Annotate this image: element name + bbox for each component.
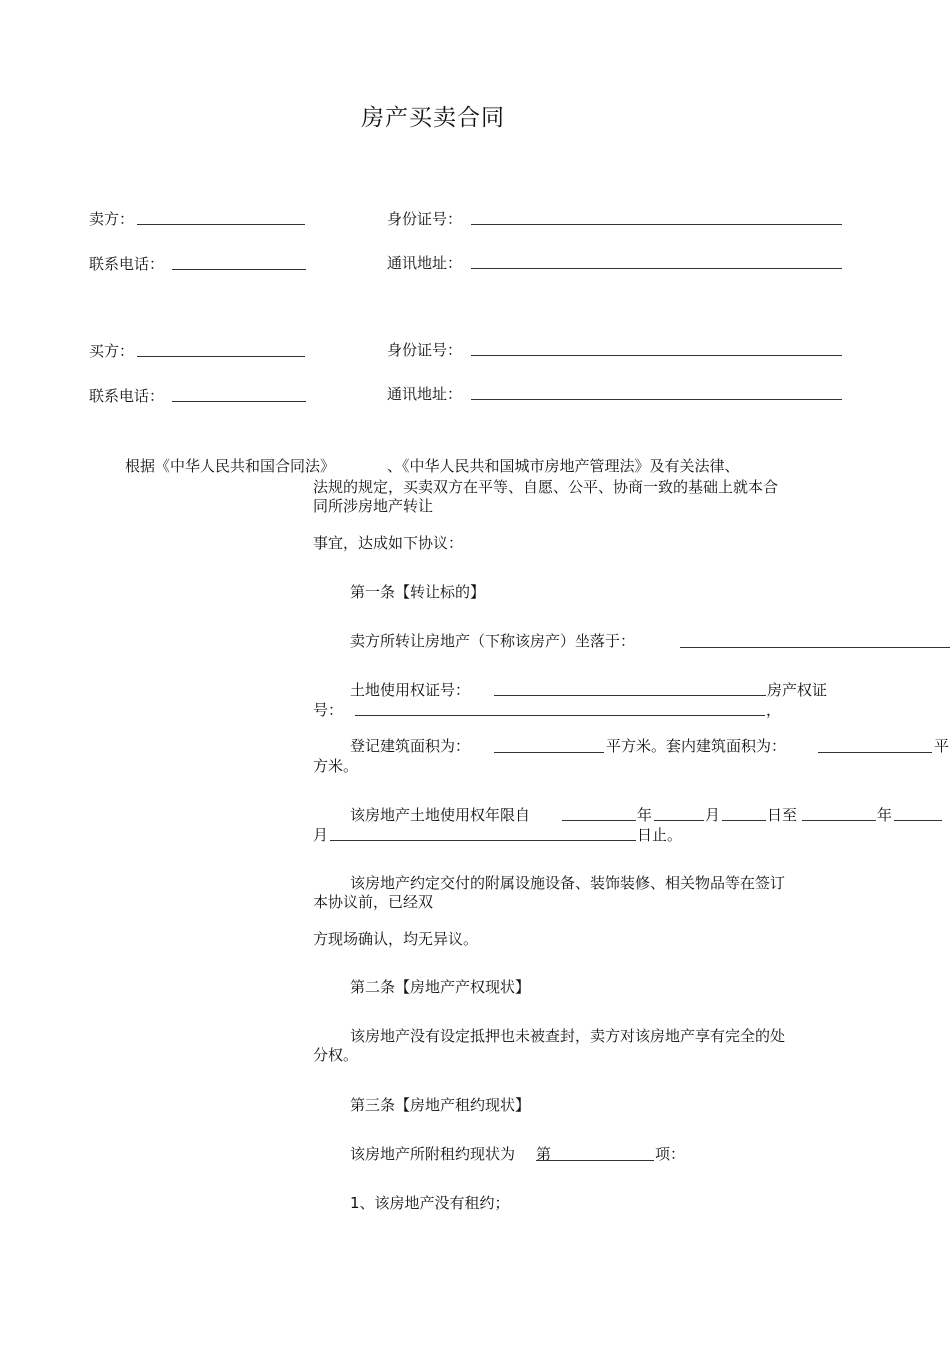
lease-status-field[interactable] xyxy=(536,1160,654,1161)
article-1-heading: 第一条【转让标的】 xyxy=(350,583,486,601)
seller-name-label: 卖方： xyxy=(89,210,135,228)
term-day-to-label: 日至 xyxy=(767,806,798,824)
term-end-month-field[interactable] xyxy=(894,820,942,821)
term-end-year-field[interactable] xyxy=(802,820,876,821)
article-2-heading: 第二条【房地产产权现状】 xyxy=(350,978,531,996)
article-3-heading: 第三条【房地产租约现状】 xyxy=(350,1096,531,1114)
article-2-text-2: 分权。 xyxy=(313,1046,359,1064)
lease-status-item-suffix: 项： xyxy=(655,1145,686,1163)
property-location-label: 卖方所转让房地产（下称该房产）坐落于： xyxy=(350,632,636,650)
buyer-address-label: 通讯地址： xyxy=(387,385,463,403)
term-month2-label: 月 xyxy=(313,826,329,844)
property-cert-label: 房产权证 xyxy=(767,681,828,699)
buyer-id-label: 身份证号： xyxy=(387,341,463,359)
seller-address-field[interactable] xyxy=(471,268,842,269)
inner-area-field[interactable] xyxy=(818,752,932,753)
property-cert-label-cont: 号： xyxy=(313,701,344,719)
inner-area-unit-b: 方米。 xyxy=(313,757,359,775)
term-end-day-field[interactable] xyxy=(330,840,636,841)
seller-phone-field[interactable] xyxy=(172,269,306,270)
term-year-label: 年 xyxy=(637,806,653,824)
term-day-end-label: 日止。 xyxy=(637,826,683,844)
lease-status-label: 该房地产所附租约现状为 xyxy=(350,1145,516,1163)
contract-title: 房产买卖合同 xyxy=(361,105,505,131)
seller-id-field[interactable] xyxy=(471,224,842,225)
buyer-name-field[interactable] xyxy=(137,356,305,357)
preamble-line-1b: 、《中华人民共和国城市房地产管理法》及有关法律、 xyxy=(387,457,740,475)
preamble-line-3: 同所涉房地产转让 xyxy=(313,497,434,515)
registered-area-label: 登记建筑面积为： xyxy=(350,737,471,755)
term-month-label: 月 xyxy=(705,806,721,824)
preamble-line-2: 法规的规定，买卖双方在平等、自愿、公平、协商一致的基础上就本合 xyxy=(313,478,779,496)
seller-name-field[interactable] xyxy=(137,224,305,225)
seller-id-label: 身份证号： xyxy=(387,210,463,228)
term-start-year-field[interactable] xyxy=(562,820,636,821)
property-cert-comma: ， xyxy=(766,701,782,719)
buyer-id-field[interactable] xyxy=(471,355,842,356)
term-start-day-field[interactable] xyxy=(722,820,766,821)
inner-area-label: 平方米。套内建筑面积为： xyxy=(606,737,787,755)
inner-area-unit-a: 平 xyxy=(934,737,950,755)
buyer-name-label: 买方： xyxy=(89,342,135,360)
article-2-text-1: 该房地产没有设定抵押也未被查封，卖方对该房地产享有完全的处 xyxy=(350,1027,786,1045)
land-term-label: 该房地产土地使用权年限自 xyxy=(350,806,531,824)
term-year2-label: 年 xyxy=(877,806,893,824)
preamble-line-1a: 根据《中华人民共和国合同法》 xyxy=(125,457,336,475)
lease-item-1: 1、该房地产没有租约； xyxy=(350,1194,510,1212)
fixtures-text-1: 该房地产约定交付的附属设施设备、装饰装修、相关物品等在签订 xyxy=(350,874,786,892)
land-cert-label: 土地使用权证号： xyxy=(350,681,471,699)
seller-phone-label: 联系电话： xyxy=(89,255,165,273)
property-cert-field[interactable] xyxy=(355,715,765,716)
registered-area-field[interactable] xyxy=(494,752,604,753)
buyer-phone-label: 联系电话： xyxy=(89,387,165,405)
fixtures-text-3: 方现场确认，均无异议。 xyxy=(313,930,479,948)
lease-status-item-prefix: 第 xyxy=(536,1145,552,1163)
preamble-line-4: 事宜，达成如下协议： xyxy=(313,534,464,552)
buyer-phone-field[interactable] xyxy=(172,401,306,402)
fixtures-text-2: 本协议前，已经双 xyxy=(313,893,434,911)
land-cert-field[interactable] xyxy=(494,695,766,696)
buyer-address-field[interactable] xyxy=(471,399,842,400)
property-location-field[interactable] xyxy=(680,647,950,648)
term-start-month-field[interactable] xyxy=(654,820,704,821)
seller-address-label: 通讯地址： xyxy=(387,254,463,272)
